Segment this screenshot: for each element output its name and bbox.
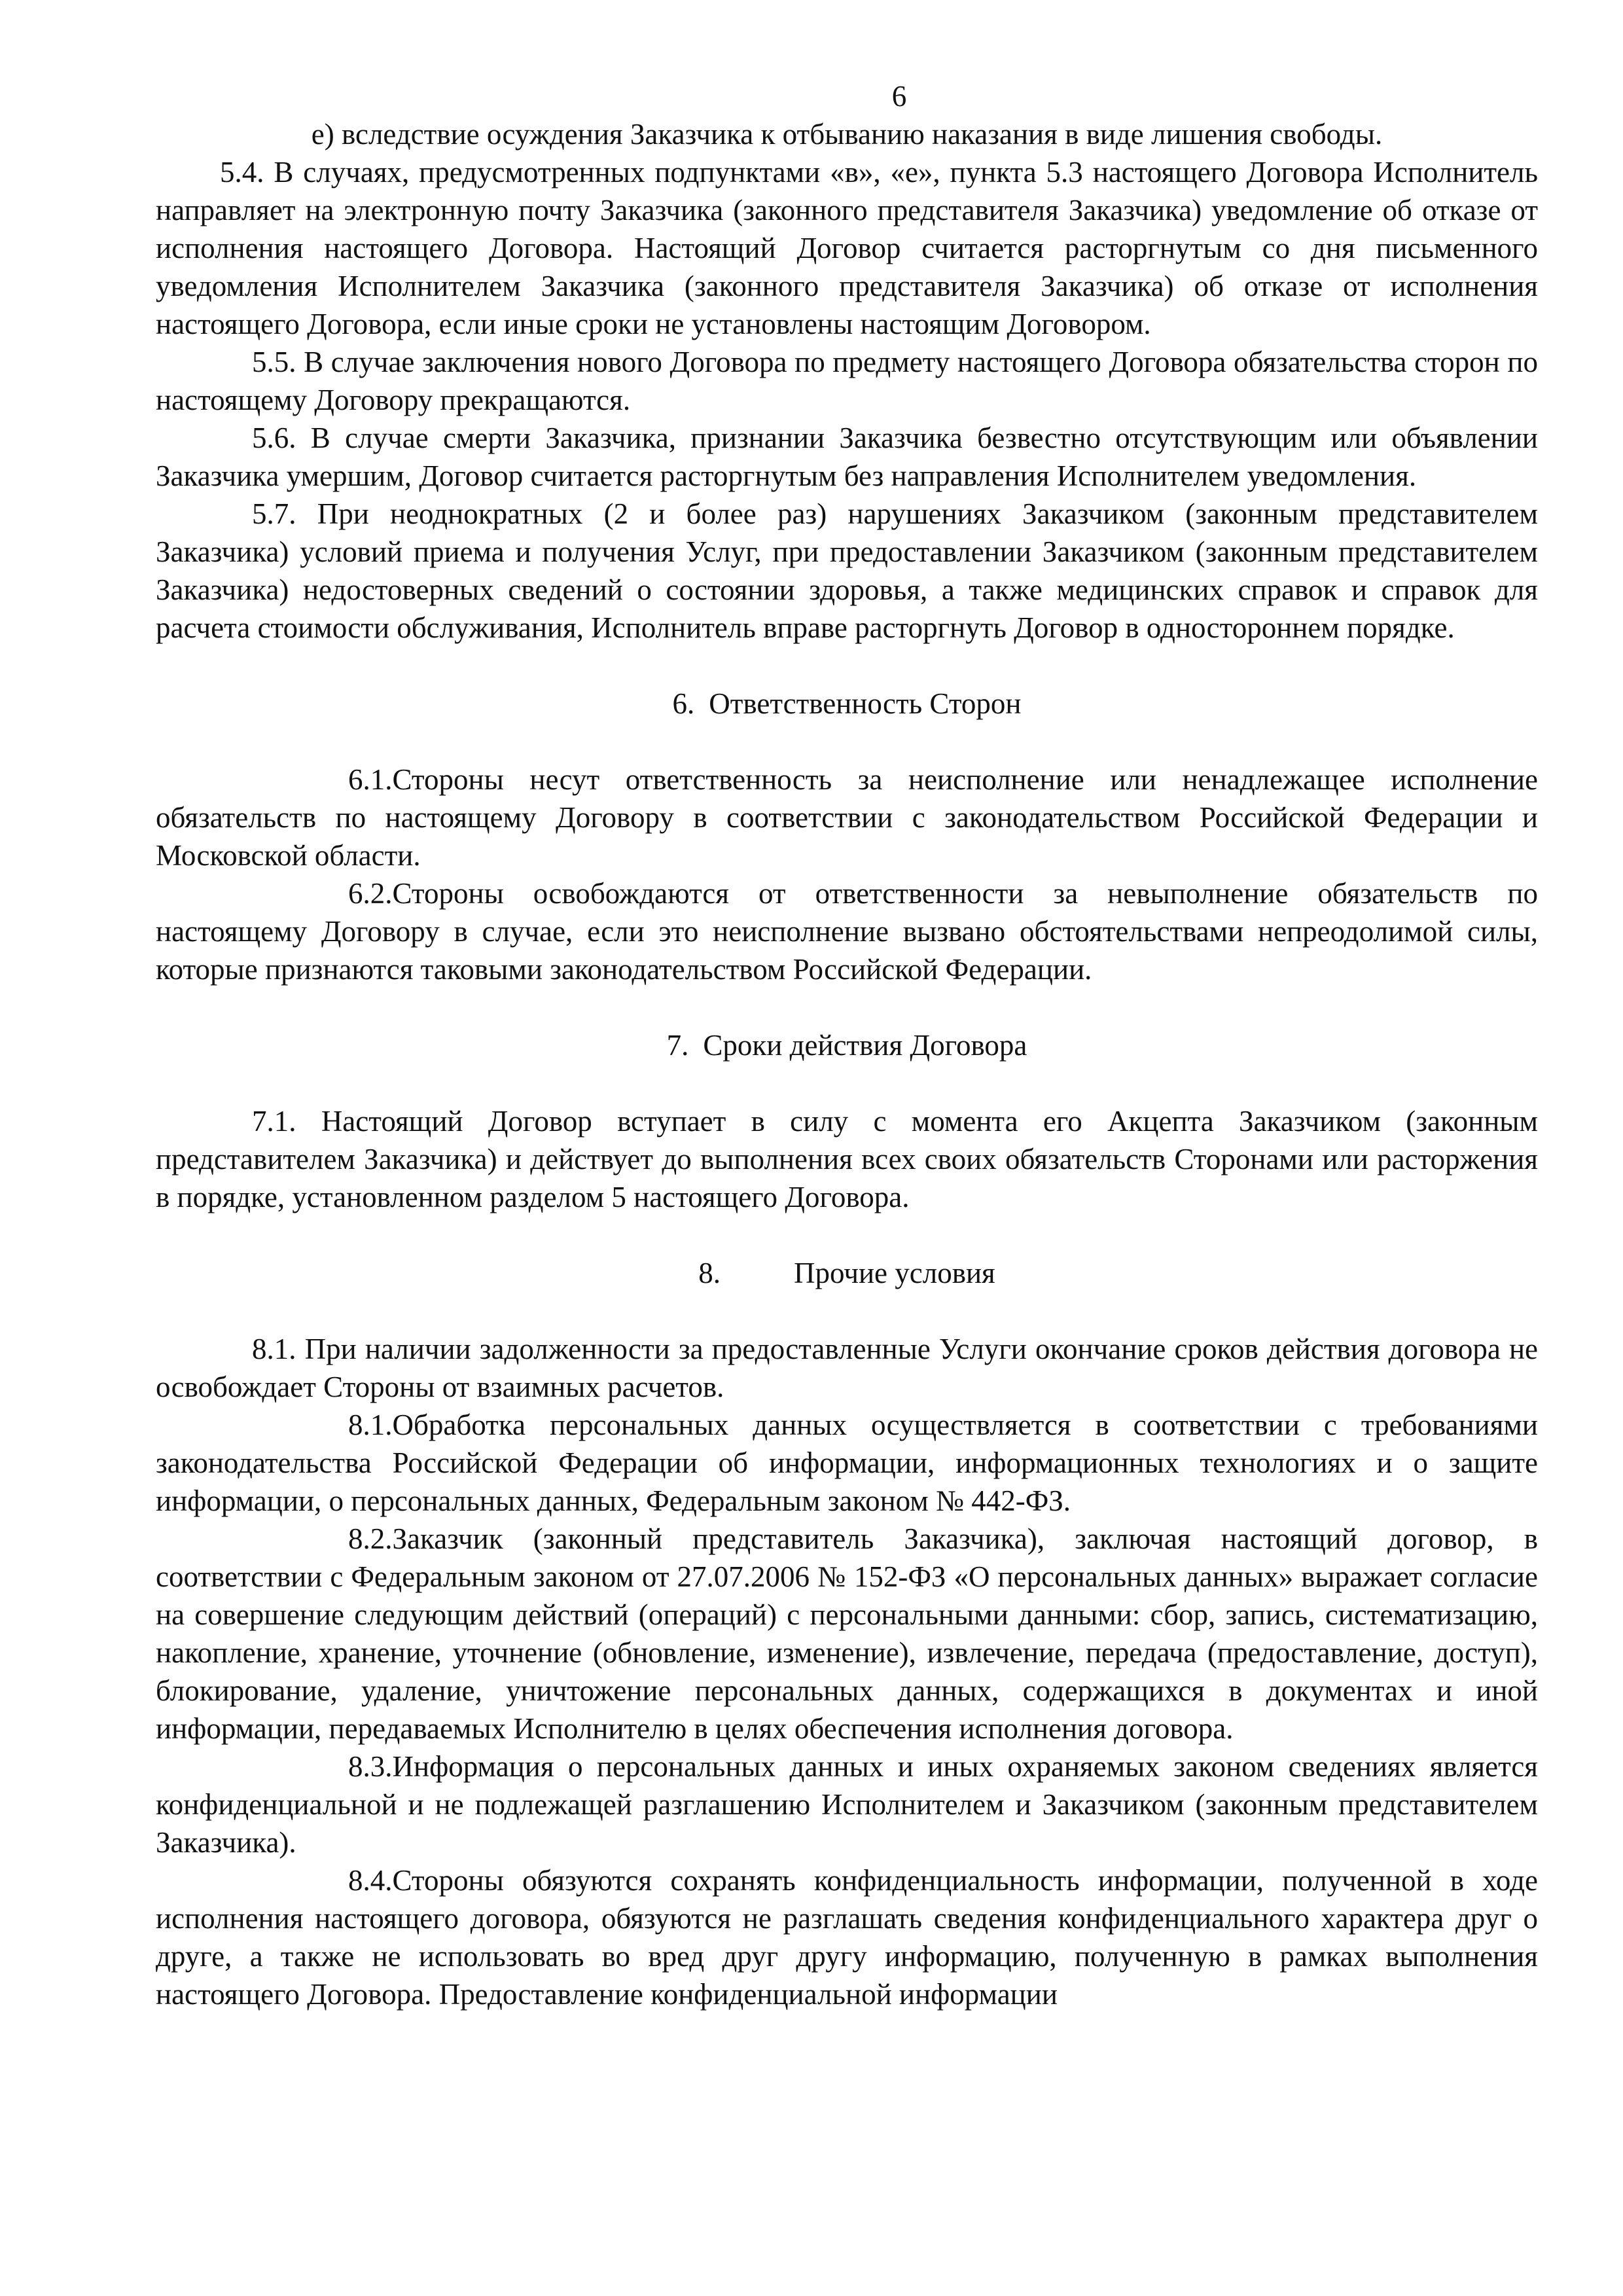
section-6-number: 6. [672, 687, 695, 720]
clause-text: Информация о персональных данных и иных охраняемых законом сведениях является конфиденциальной и не подлежащей разглашению Исполнителем и Заказчиком (законным представителем Заказчика). [156, 1750, 1538, 1859]
clause-8-3 [156, 1748, 1538, 1861]
section-7-title: Сроки действия Договора [703, 1029, 1027, 1062]
paragraph-5-7: 5.7. При неоднократных (2 и более раз) нарушениях Заказчиком (законным представителем Заказчика) условий приема и получения Услуг, при предоставлении Заказчиком (законным представителем Заказчика) недостоверных сведений о состоянии здоровья, а также медицинских справок и справок для расчета стоимости обслуживания, Исполнитель вправе расторгнуть Договор в одностороннем порядке. [156, 497, 1538, 644]
paragraph-5-3-e: е) вследствие осуждения Заказчика к отбыванию наказания в виде лишения свободы. [311, 118, 1383, 151]
clause-number: 8.3. [348, 1750, 393, 1783]
clause-text: Обработка персональных данных осуществляется в соответствии с требованиями законодательства Российской Федерации об информации, информационных технологиях и о защите информации, о персональных данных, Федеральным законом № 442-ФЗ. [156, 1408, 1538, 1517]
clause-text: При наличии задолженности за предоставленные Услуги окончание сроков действия договора не освобождает Стороны от взаимных расчетов. [156, 1333, 1538, 1403]
section-8-heading [156, 1254, 1538, 1292]
clause-text: Стороны несут ответственность за неисполнение или ненадлежащее исполнение обязательств по настоящему Договору в соответствии с законодательством Российской Федерации и Московской области. [156, 763, 1538, 872]
clause-6-1 [156, 761, 1538, 874]
clause-8-2 [156, 1520, 1538, 1748]
clause-8-1-b [156, 1406, 1538, 1520]
section-7-number: 7. [666, 1029, 689, 1062]
section-8-title: Прочие условия [794, 1257, 995, 1289]
document-page [156, 77, 1538, 2013]
section-8-number: 8. [698, 1257, 721, 1289]
section-6-title: Ответственность Сторон [709, 687, 1022, 720]
clause-text: Стороны освобождаются от ответственности за невыполнение обязательств по настоящему Договору в случае, если это неисполнение вызвано обстоятельствами непреодолимой силы, которые признаются таковыми законодательством Российской Федерации. [156, 877, 1538, 986]
clause-6-2 [156, 874, 1538, 988]
clause-text: Стороны обязуются сохранять конфиденциальность информации, полученной в ходе исполнения настоящего договора, обязуются не разглашать сведения конфиденциального характера друг о друге, а также не использовать во вред друг другу информацию, полученную в рамках выполнения настоящего Договора. Предоставление конфиденциальной информации [156, 1864, 1538, 2011]
clause-number: 8.1. [348, 1408, 393, 1441]
clause-number: 7.1. [252, 1105, 296, 1138]
section-7-heading [156, 1026, 1538, 1064]
clause-8-4 [156, 1861, 1538, 2013]
clause-text: Настоящий Договор вступает в силу с момента его Акцепта Заказчиком (законным представителем Заказчика) и действует до выполнения всех своих обязательств Сторонами или расторжения в порядке, установленном разделом 5 настоящего Договора. [156, 1105, 1538, 1213]
clause-text: Заказчик (законный представитель Заказчика), заключая настоящий договор, в соответствии с Федеральным законом от 27.07.2006 № 152-ФЗ «О персональных данных» выражает согласие на совершение следующим действий (операций) с персональными данными: сбор, запись, систематизацию, накопление, хранение, уточнение (обновление, изменение), извлечение, передача (предоставление, доступ), блокирование, удаление, уничтожение персональных данных, содержащихся в документах и иной информации, передаваемых Исполнителю в целях обеспечения исполнения договора. [156, 1522, 1538, 1745]
page-number: 6 [891, 80, 907, 113]
paragraph-5-4: 5.4. В случаях, предусмотренных подпунктами «в», «е», пункта 5.3 настоящего Договора Исполнитель направляет на электронную почту Заказчика (законного представителя Заказчика) уведомление об отказе от исполнения настоящего Договора. Настоящий Договор считается расторгнутым со дня письменного уведомления Исполнителем Заказчика (законного представителя Заказчика) об отказе от исполнения настоящего Договора, если иные сроки не установлены настоящим Договором. [156, 156, 1538, 340]
clause-number: 6.1. [348, 763, 393, 796]
clause-number: 6.2. [348, 877, 393, 910]
clause-8-1-a [156, 1330, 1538, 1406]
clause-number: 8.2. [348, 1522, 393, 1555]
paragraph-5-6: 5.6. В случае смерти Заказчика, признании Заказчика безвестно отсутствующим или объявлении Заказчика умершим, Договор считается расторгнутым без направления Исполнителем уведомления. [156, 422, 1538, 492]
clause-number: 8.4. [348, 1864, 393, 1897]
section-6-heading [156, 685, 1538, 723]
clause-number: 8.1. [252, 1333, 296, 1365]
clause-7-1 [156, 1102, 1538, 1216]
paragraph-5-5: 5.5. В случае заключения нового Договора по предмету настоящего Договора обязательства сторон по настоящему Договору прекращаются. [156, 346, 1538, 416]
